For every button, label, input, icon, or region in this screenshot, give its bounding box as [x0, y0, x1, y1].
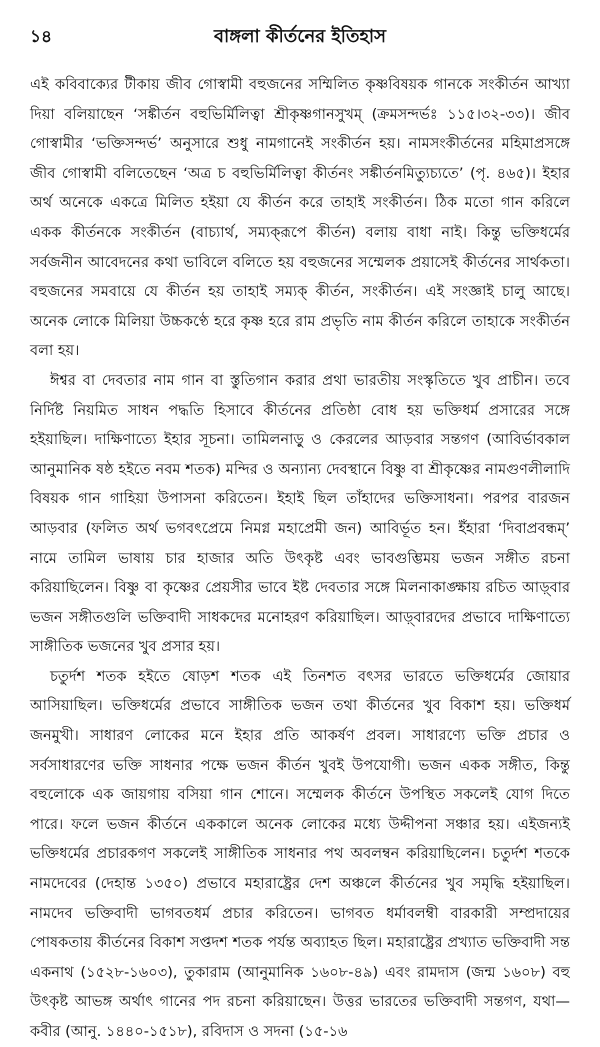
paragraph: চতুর্দশ শতক হইতে ষোড়শ শতক এই তিনশত বৎসর ভারতে ভক্তিধর্মের জোয়ার আসিয়াছিল। ভক্তিধর্মের প্রভাবে সাঙ্গীতিক ভজন তথা কীর্তনের খুব বিকাশ হয়। ভক্তিধর্ম জনমুখী। সাধারণ লোকের মনে ইহার প্রতি আকর্ষণ প্রবল। সাধারণ্যে ভক্তি প্রচার ও সর্বসাধারণের ভক্তি সাধনার পক্ষে ভজন কীর্তন খুবই উপযোগী। ভজন একক সঙ্গীত, কিন্তু বহুলোকে এক জায়গায় বসিয়া গান শোনে। সম্মেলক কীর্তনে উপস্থিত সকলেই যোগ দিতে পারে। ফলে ভজন কীর্তনে এককালে অনেক লোকের মধ্যে উদ্দীপনা সঞ্চার হয়। এইজন্যই ভক্তিধর্মের প্রচারকগণ সকলেই সাঙ্গীতিক সাধনার পথ অবলম্বন করিয়াছিলেন। চতুর্দশ শতকে নামদেবের (দেহান্ত ১৩৫০) প্রভাবে মহারাষ্ট্রের দেশ অঞ্চলে কীর্তনের খুব সমৃদ্ধি হইয়াছিল। নামদেব ভক্তিবাদী ভাগবতধর্ম প্রচার করিতেন। ভাগবত ধর্মাবলম্বী বারকারী সম্প্রদায়ের পোষকতায় কীর্তনের বিকাশ সপ্তদশ শতক পর্যন্ত অব্যাহত ছিল। মহারাষ্ট্রের প্রখ্যাত ভক্তিবাদী সন্ত একনাথ (১৫২৮-১৬০৩), তুকারাম (আনুমানিক ১৬০৮-৪৯) এবং রামদাস (জন্ম ১৬০৮) বহু উৎকৃষ্ট আভঙ্গ অর্থাৎ গানের পদ রচনা করিয়াছেন। উত্তর ভারতের ভক্তিবাদী সন্তগণ, যথা—কবীর (আনু. ১৪৪০-১৫১৮), রবিদাস ও সদনা (১৫-১৬	[30, 667, 570, 1040]
paragraph: এই কবিবাক্যের টীকায় জীব গোস্বামী বহুজনের সম্মিলিত কৃষ্ণবিষয়ক গানকে সংকীর্তন আখ্যা দিয়া বলিয়াছেন ‘সঙ্কীর্তন বহুভির্মিলিত্বা শ্রীকৃষ্ণগানসুখম্ (ক্রমসন্দর্ভঃ ১১৫।৩২-৩৩)। জীব গোস্বামীর ‘ভক্তিসন্দর্ভ’ অনুসারে শুধু নামগানেই সংকীর্তন হয়। নামসংকীর্তনের মহিমাপ্রসঙ্গে জীব গোস্বামী বলিতেছেন ‘অত্র চ বহুভির্মিলিত্বা কীর্তনং সঙ্কীর্তনমিত্যুচ্যতে’ (পৃ. ৪৬৫)। ইহার অর্থ অনেকে একত্রে মিলিত হইয়া যে কীর্তন করে তাহাই সংকীর্তন। ঠিক মতো গান করিলে একক কীর্তনকে সংকীর্তন (বাচ্যার্থ, সম্যক্‌রূপে কীর্তন) বলায় বাধা নাই। কিন্তু ভক্তিধর্মের সর্বজনীন আবেদনের কথা ভাবিলে বলিতে হয় বহুজনের সম্মেলক প্রয়াসেই কীর্তনের সার্থকতা। বহুজনের সমবায়ে যে কীর্তন হয় তাহাই সম্যক্ কীর্তন, সংকীর্তন। এই সংজ্ঞাই চালু আছে। অনেক লোকে মিলিয়া উচ্চকণ্ঠে হরে কৃষ্ণ হরে রাম প্রভৃতি নাম কীর্তন করিলে তাহাকে সংকীর্তন বলা হয়।	[30, 76, 570, 360]
page-header	[30, 22, 570, 62]
body-text	[30, 70, 570, 1047]
running-title: বাঙ্গলা কীর্তনের ইতিহাস	[213, 26, 387, 47]
paragraph: ঈশ্বর বা দেবতার নাম গান বা স্তুতিগান করার প্রথা ভারতীয় সংস্কৃতিতে খুব প্রাচীন। তবে নির্দিষ্ট নিয়মিত সাধন পদ্ধতি হিসাবে কীর্তনের প্রতিষ্ঠা বোধ হয় ভক্তিধর্ম প্রসারের সঙ্গে হইয়াছিল। দাক্ষিণাত্যে ইহার সূচনা। তামিলনাড়ু ও কেরলের আড়বার সন্তগণ (আবির্ভাবকাল আনুমানিক ষষ্ঠ হইতে নবম শতক) মন্দির ও অন্যান্য দেবস্থানে বিষ্ণু বা শ্রীকৃষ্ণের নামগুণলীলাদি বিষয়ক গান গাহিয়া উপাসনা করিতেন। ইহাই ছিল তাঁহাদের ভক্তিসাধনা। পরপর বারজন আড়বার (ফলিত অর্থ ভগবৎপ্রেমে নিমগ্ন মহাপ্রেমী জন) আবির্ভূত হন। ইঁহারা ‘দিবাপ্রবন্ধম্’ নামে তামিল ভাষায় চার হাজার অতি উৎকৃষ্ট এবং ভাবগুম্ভিময় ভজন সঙ্গীত রচনা করিয়াছিলেন। বিষ্ণু বা কৃষ্ণের প্রেয়সীর ভাবে ইষ্ট দেবতার সঙ্গে মিলনাকাঙ্ক্ষায় রচিত আড়্‌বার ভজন সঙ্গীতগুলি ভক্তিবাদী সাধকদের মনোহরণ করিয়াছিল। আড়্‌বারদের প্রভাবে দাক্ষিণাত্যে সাঙ্গীতিক ভজনের খুব প্রসার হয়।	[30, 371, 570, 656]
page-number: ১৪	[30, 27, 53, 47]
